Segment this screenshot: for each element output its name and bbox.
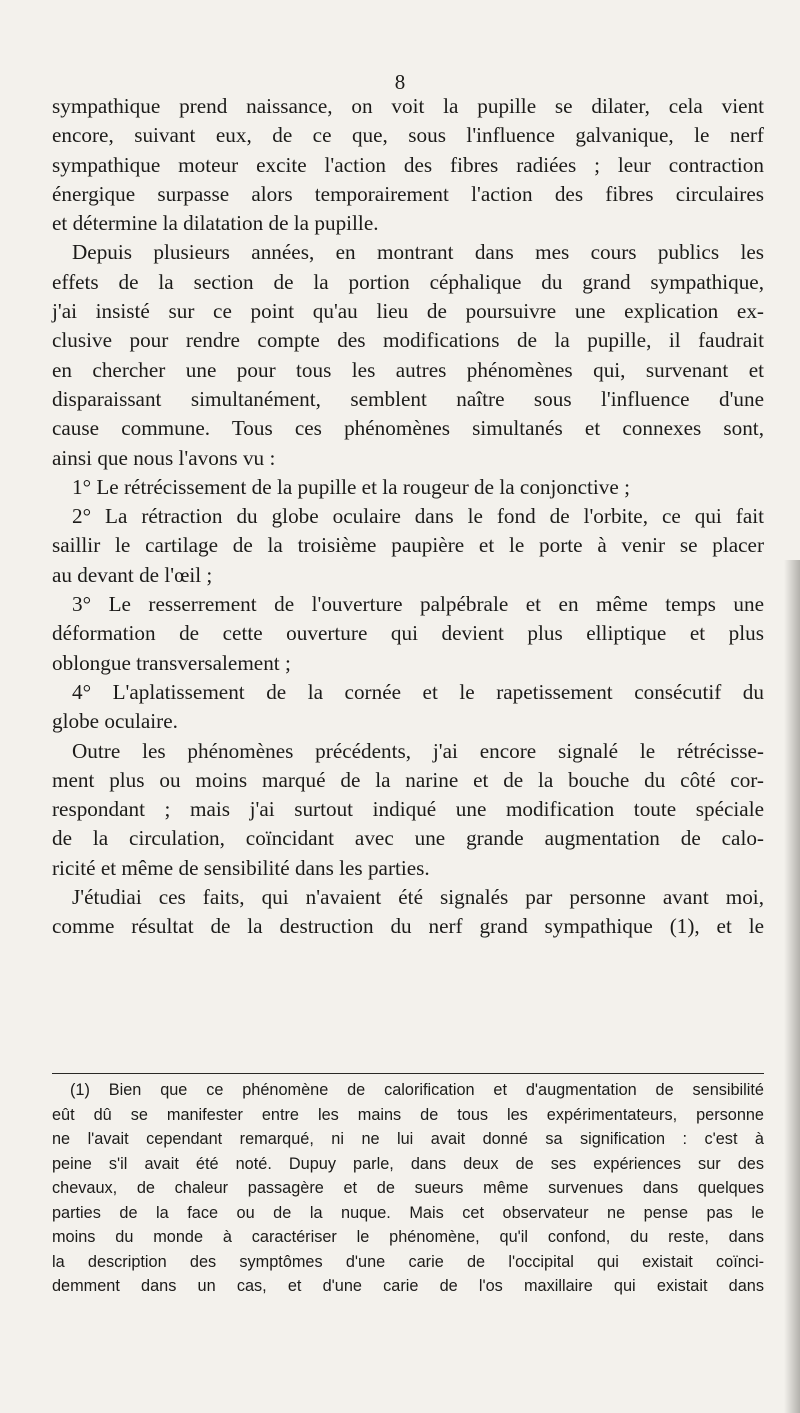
text-line: ricité et même de sensibilité dans les parties. [52,855,430,880]
footnote [52,1078,764,1299]
text-line: comme résultat de la destruction du nerf grand sympathique (1), et le [52,914,764,939]
footnote-line: demment dans un cas, et d'une carie de l'os maxillaire qui existait dans [52,1277,764,1295]
text-line: globe oculaire. [52,709,178,734]
text-line: en chercher une pour tous les autres phénomènes qui, survenant et [52,357,764,382]
text-line: respondant ; mais j'ai surtout indiqué une modification toute spéciale [52,797,764,822]
text-line: cause commune. Tous ces phénomènes simultanés et connexes sont, [52,416,764,441]
list-item-4: 4° L'aplatissement de la cornée et le rapetissement consécutif du [72,679,764,704]
main-text [52,92,764,942]
footnote-line: la description des symptômes d'une carie de l'occipital qui existait coïnci- [52,1252,764,1271]
text-line: oblongue transversalement ; [52,650,291,675]
text-line: disparaissant simultanément, semblent naître sous l'influence d'une [52,386,764,411]
footnote-line: eût dû se manifester entre les mains de tous les expérimentateurs, personne [52,1105,764,1124]
text-line: clusive pour rendre compte des modifications de la pupille, il faudrait [52,328,764,353]
page-number: 8 [394,70,406,94]
text-line: Outre les phénomènes précédents, j'ai encore signalé le rétrécisse- [72,738,764,763]
footnote-divider [52,1073,764,1074]
text-line: ainsi que nous l'avons vu : [52,445,276,470]
text-line: J'étudiai ces faits, qui n'avaient été signalés par personne avant moi, [72,885,764,910]
text-line: de la circulation, coïncidant avec une grande augmentation de calo- [52,826,764,851]
footnote-line: chevaux, de chaleur passagère et de sueurs même survenues dans quelques [52,1179,764,1197]
text-line: sympathique moteur excite l'action des fibres radiées ; leur contraction [52,152,764,177]
footnote-line: (1) Bien que ce phénomène de calorification et d'augmentation de sensibilité [70,1081,764,1099]
text-line: ment plus ou moins marqué de la narine et de la bouche du côté cor- [52,767,764,792]
text-line: effets de la section de la portion céphalique du grand sympathique, [52,269,764,294]
text-line: encore, suivant eux, de ce que, sous l'influence galvanique, le nerf [52,123,764,148]
footnote-line: moins du monde à caractériser le phénomène, qu'il confond, du reste, dans [52,1228,764,1246]
text-line: Depuis plusieurs années, en montrant dans mes cours publics les [72,240,764,265]
footnote-line: peine s'il avait été noté. Dupuy parle, dans deux de ses expériences sur des [52,1154,764,1173]
text-line: déformation de cette ouverture qui devient plus elliptique et plus [52,621,764,646]
list-item-1: 1° Le rétrécissement de la pupille et la rougeur de la conjonctive ; [72,474,630,499]
text-line: au devant de l'œil ; [52,562,213,587]
text-line: énergique surpasse alors temporairement l'action des fibres circulaires [52,181,764,206]
text-line: j'ai insisté sur ce point qu'au lieu de poursuivre une explication ex- [52,299,764,324]
page-edge-shadow [784,560,800,1413]
list-item-3: 3° Le resserrement de l'ouverture palpébrale et en même temps une [72,592,764,617]
list-item-2: 2° La rétraction du globe oculaire dans le fond de l'orbite, ce qui fait [72,504,764,529]
footnote-line: ne l'avait cependant remarqué, ni ne lui avait donné sa signification : c'est à [52,1130,764,1148]
text-line: sympathique prend naissance, on voit la pupille se dilater, cela vient [52,94,764,118]
text-line: et détermine la dilatation de la pupille. [52,211,379,236]
text-line: saillir le cartilage de la troisième paupière et le porte à venir se placer [52,533,764,558]
footnote-line: parties de la face ou de la nuque. Mais cet observateur ne pense pas le [52,1203,764,1222]
